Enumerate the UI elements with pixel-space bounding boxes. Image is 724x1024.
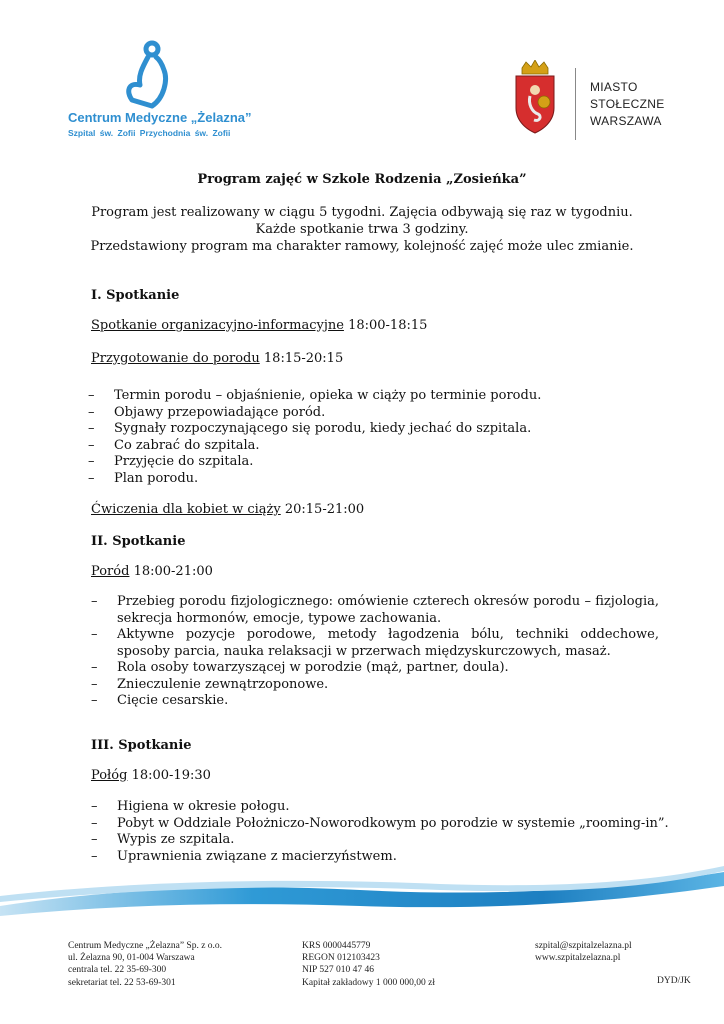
meeting-2-topic-1 [91, 564, 213, 579]
footer-email[interactable]: szpital@szpitalzelazna.pl [535, 941, 632, 951]
list-item: – Sygnały rozpoczynającego się porodu, kiedy jechać do szpitala. [88, 421, 532, 436]
footer-line: Centrum Medyczne „Żelazna” Sp. z o.o. [68, 941, 223, 951]
warsaw-line-1: MIASTO [590, 80, 638, 94]
topic-time: 18:00-18:15 [348, 318, 428, 333]
document-title: Program zajęć w Szkole Rodzenia „Zosieńka” [197, 172, 527, 187]
topic-label: Poród [91, 564, 130, 579]
list-item: – Rola osoby towarzyszącej w porodzie (mąż, partner, doula). [91, 660, 509, 675]
centrum-medyczne-logo-icon [68, 40, 238, 140]
footer-line: REGON 012103423 [302, 953, 380, 964]
topic-label: Ćwiczenia dla kobiet w ciąży [91, 502, 281, 517]
warsaw-logo-text [590, 79, 665, 130]
footer-line: KRS 0000445779 [302, 941, 371, 951]
intro-line-2: Każde spotkanie trwa 3 godziny. [255, 222, 469, 237]
intro-paragraph [0, 204, 724, 255]
warsaw-line-2: STOŁECZNE [590, 97, 665, 111]
logo-subtitle: Szpital św. Zofii Przychodnia św. Zofii [68, 128, 231, 138]
meeting-1-topic-2 [91, 351, 343, 366]
meeting-3-topic-1-list [91, 799, 671, 865]
meeting-3-heading: III. Spotkanie [91, 738, 192, 753]
footer-line: sekretariat tel. 22 53-69-301 [68, 977, 176, 988]
list-item: – Znieczulenie zewnątrzoponowe. [91, 676, 329, 692]
list-item: – Objawy przepowiadające poród. [88, 404, 326, 420]
intro-line-1: Program jest realizowany w ciągu 5 tygodni. Zajęcia odbywają się raz w tygodniu. [91, 205, 633, 220]
meeting-1-topic-3 [91, 502, 364, 517]
list-item: – Wypis ze szpitala. [91, 832, 235, 847]
topic-label: Przygotowanie do porodu [91, 351, 260, 366]
footer-registry-info [302, 940, 435, 989]
list-item: – Co zabrać do szpitala. [88, 437, 260, 453]
meeting-1-topic-2-list [88, 388, 668, 487]
header-divider [575, 68, 576, 140]
list-item: – Plan porodu. [88, 470, 199, 486]
meeting-3-topic-1 [91, 768, 211, 783]
topic-time: 20:15-21:00 [284, 502, 365, 517]
intro-line-3: Przedstawiony program ma charakter ramowy, kolejność zajęć może ulec zmianie. [90, 239, 634, 254]
list-item: – Aktywne pozycje porodowe, metody łagodzenia bólu, techniki oddechowe, sposoby parcia, nauka relaksacji w przerwach międzyskurczowych, masaż. [91, 627, 659, 659]
logo-name: Centrum Medyczne „Żelazna” [68, 110, 252, 125]
footer-company-info [68, 940, 222, 989]
footer-line: NIP 527 010 47 46 [302, 965, 374, 976]
list-item: – Higiena w okresie połogu. [91, 799, 290, 814]
list-item: – Cięcie cesarskie. [91, 693, 229, 708]
topic-time: 18:15-20:15 [263, 351, 344, 366]
footer-line: Kapitał zakładowy 1 000 000,00 zł [302, 977, 435, 988]
topic-label: Połóg [91, 768, 128, 783]
topic-time: 18:00-21:00 [133, 564, 213, 579]
topic-label: Spotkanie organizacyjno-informacyjne [91, 318, 344, 333]
warsaw-line-3: WARSZAWA [590, 114, 662, 128]
list-item: – Uprawnienia związane z macierzyństwem. [91, 848, 397, 864]
list-item: – Termin porodu – objaśnienie, opieka w ciąży po terminie porodu. [88, 388, 542, 403]
meeting-2-topic-1-list [91, 594, 659, 710]
footer-contact-info [535, 940, 632, 964]
topic-time: 18:00-19:30 [131, 768, 211, 783]
list-item: – Przyjęcie do szpitala. [88, 454, 254, 469]
footer-line: centrala tel. 22 35-69-300 [68, 965, 167, 976]
meeting-1-heading: I. Spotkanie [91, 288, 180, 303]
document-id: DYD/JK [657, 976, 691, 986]
meeting-2-heading: II. Spotkanie [91, 534, 186, 549]
meeting-1-topic-1 [91, 318, 427, 333]
list-item: – Przebieg porodu fizjologicznego: omówienie czterech okresów porodu – fizjologia, sekrecja hormonów, emocje, typowe zachowania. [91, 594, 659, 626]
list-item: – Pobyt w Oddziale Położniczo-Noworodkowym po porodzie w systemie „rooming-in”. [91, 815, 669, 831]
warsaw-crest-icon [512, 60, 558, 134]
footer-website[interactable]: www.szpitalzelazna.pl [535, 953, 621, 964]
footer-line: ul. Żelazna 90, 01-004 Warszawa [68, 953, 195, 964]
decorative-wave [0, 858, 724, 928]
